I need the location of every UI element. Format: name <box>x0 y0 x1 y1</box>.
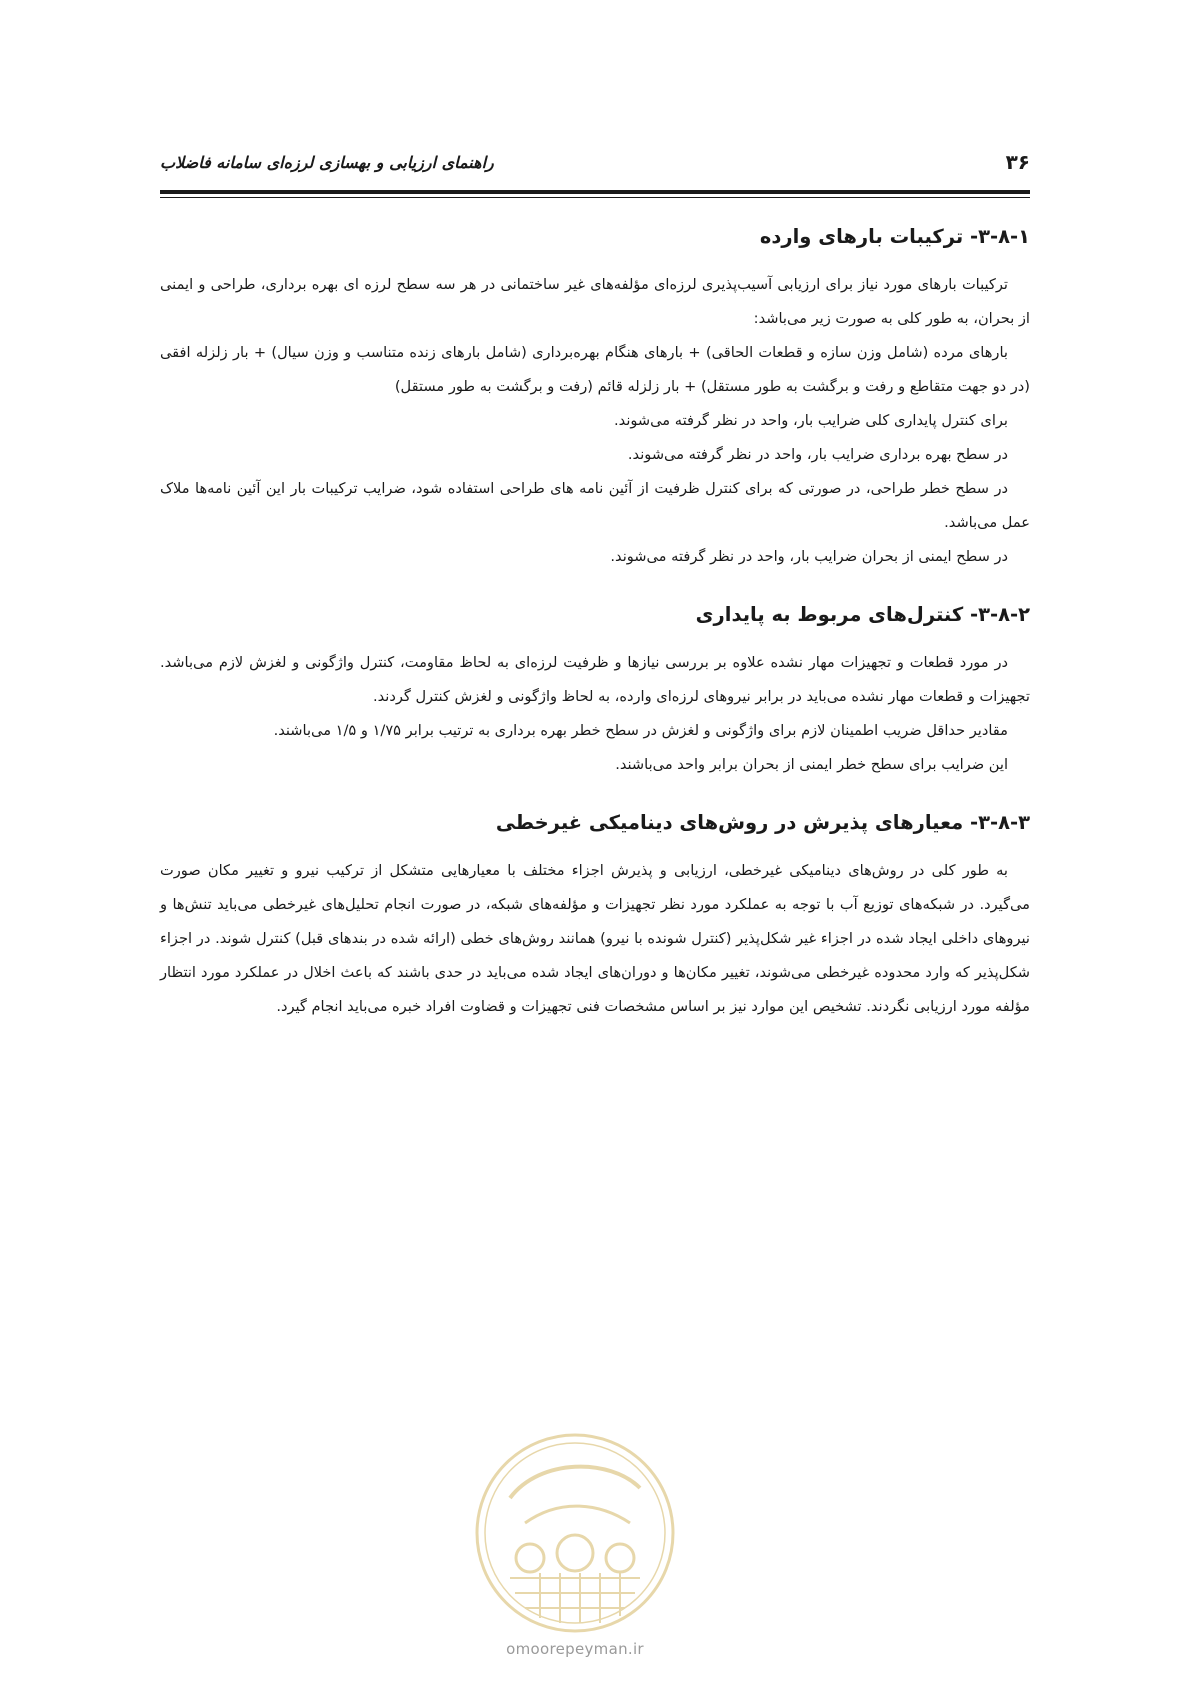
section-heading: ۳-۸-۱- ترکیبات بارهای وارده <box>759 225 1030 248</box>
section-heading: ۳-۸-۳- معیارهای پذیرش در روش‌های دینامیکی غیرخطی <box>495 811 1030 834</box>
paragraph: ترکیبات بارهای مورد نیاز برای ارزیابی آسیب‌پذیری لرزه‌ای مؤلفه‌های غیر ساختمانی در هر سه سطح لرزه ای بهره برداری، طراحی و ایمنی از بحران، به طور کلی به صورت زیر می‌باشد: <box>160 276 1030 327</box>
section-nonlinear-acceptance <box>160 808 1030 1024</box>
header-row <box>160 140 1030 184</box>
section-load-combinations <box>160 222 1030 574</box>
header-rule-thin <box>160 197 1030 198</box>
paragraph: به طور کلی در روش‌های دینامیکی غیرخطی، ارزیابی و پذیرش اجزاء مختلف با معیارهایی متشکل از ترکیب نیرو و تغییر مکان صورت می‌گیرد. در شبکه‌های توزیع آب با توجه به عملکرد مورد نظر تجهیزات و مؤلفه‌های شبکه، در صورت انجام تحلیل‌های غیرخطی می‌باید تنش‌ها و نیروهای داخلی ایجاد شده در اجزاء غیر شکل‌پذیر (کنترل شونده با نیرو) همانند روش‌های خطی (ارائه شده در بندهای قبل) کنترل شوند. در اجزاء شکل‌پذیر که وارد محدوده غیرخطی می‌شوند، تغییر مکان‌ها و دوران‌های ایجاد شده می‌باید در حدی باشند که باعث اخلال در عملکرد مورد انتظار مؤلفه مورد ارزیابی نگردند. تشخیص این موارد نیز بر اساس مشخصات فنی تجهیزات و قضاوت افراد خبره می‌باید انجام گیرد. <box>160 862 1030 1015</box>
seal-icon <box>470 1428 680 1638</box>
running-title: راهنمای ارزیابی و بهسازی لرزه‌ای سامانه فاضلاب <box>160 152 494 172</box>
watermark-logo <box>470 1428 680 1638</box>
page-header <box>160 140 1030 200</box>
paragraph: برای کنترل پایداری کلی ضرایب بار، واحد در نظر گرفته می‌شوند. <box>614 412 1008 429</box>
paragraph: در سطح خطر طراحی، در صورتی که برای کنترل ظرفیت از آئین نامه های طراحی استفاده شود، ضرایب ترکیبات بار این آئین نامه‌ها ملاک عمل می‌باشد. <box>160 480 1030 531</box>
section-stability-controls <box>160 600 1030 782</box>
paragraph: در سطح ایمنی از بحران ضرایب بار، واحد در نظر گرفته می‌شوند. <box>610 548 1008 565</box>
paragraph: بارهای مرده (شامل وزن سازه و قطعات الحاقی) + بارهای هنگام بهره‌برداری (شامل بارهای زنده متناسب و وزن سیال) + بار زلزله افقی (در دو جهت متقاطع و رفت و برگشت به طور مستقل) + بار زلزله قائم (رفت و برگشت به طور مستقل) <box>160 344 1030 395</box>
paragraph: این ضرایب برای سطح خطر ایمنی از بحران برابر واحد می‌باشند. <box>615 756 1008 773</box>
document-body <box>160 222 1030 1024</box>
header-rule <box>160 190 1030 194</box>
paragraph: مقادیر حداقل ضریب اطمینان لازم برای واژگونی و لغزش در سطح خطر بهره برداری به ترتیب برابر ۱/۷۵ و ۱/۵ می‌باشند. <box>273 722 1008 739</box>
watermark-url: omoorepeyman.ir <box>506 1640 644 1658</box>
section-heading: ۳-۸-۲- کنترل‌های مربوط به پایداری <box>695 603 1030 626</box>
paragraph: در مورد قطعات و تجهیزات مهار نشده علاوه بر بررسی نیازها و ظرفیت لرزه‌ای به لحاظ مقاومت، کنترل واژگونی و لغزش لازم می‌باشد. تجهیزات و قطعات مهار نشده می‌باید در برابر نیروهای لرزه‌ای وارده، به لحاظ واژگونی و لغزش کنترل گردند. <box>160 654 1030 705</box>
page-number: ۳۶ <box>1005 150 1030 174</box>
paragraph: در سطح بهره برداری ضرایب بار، واحد در نظر گرفته می‌شوند. <box>627 446 1008 463</box>
